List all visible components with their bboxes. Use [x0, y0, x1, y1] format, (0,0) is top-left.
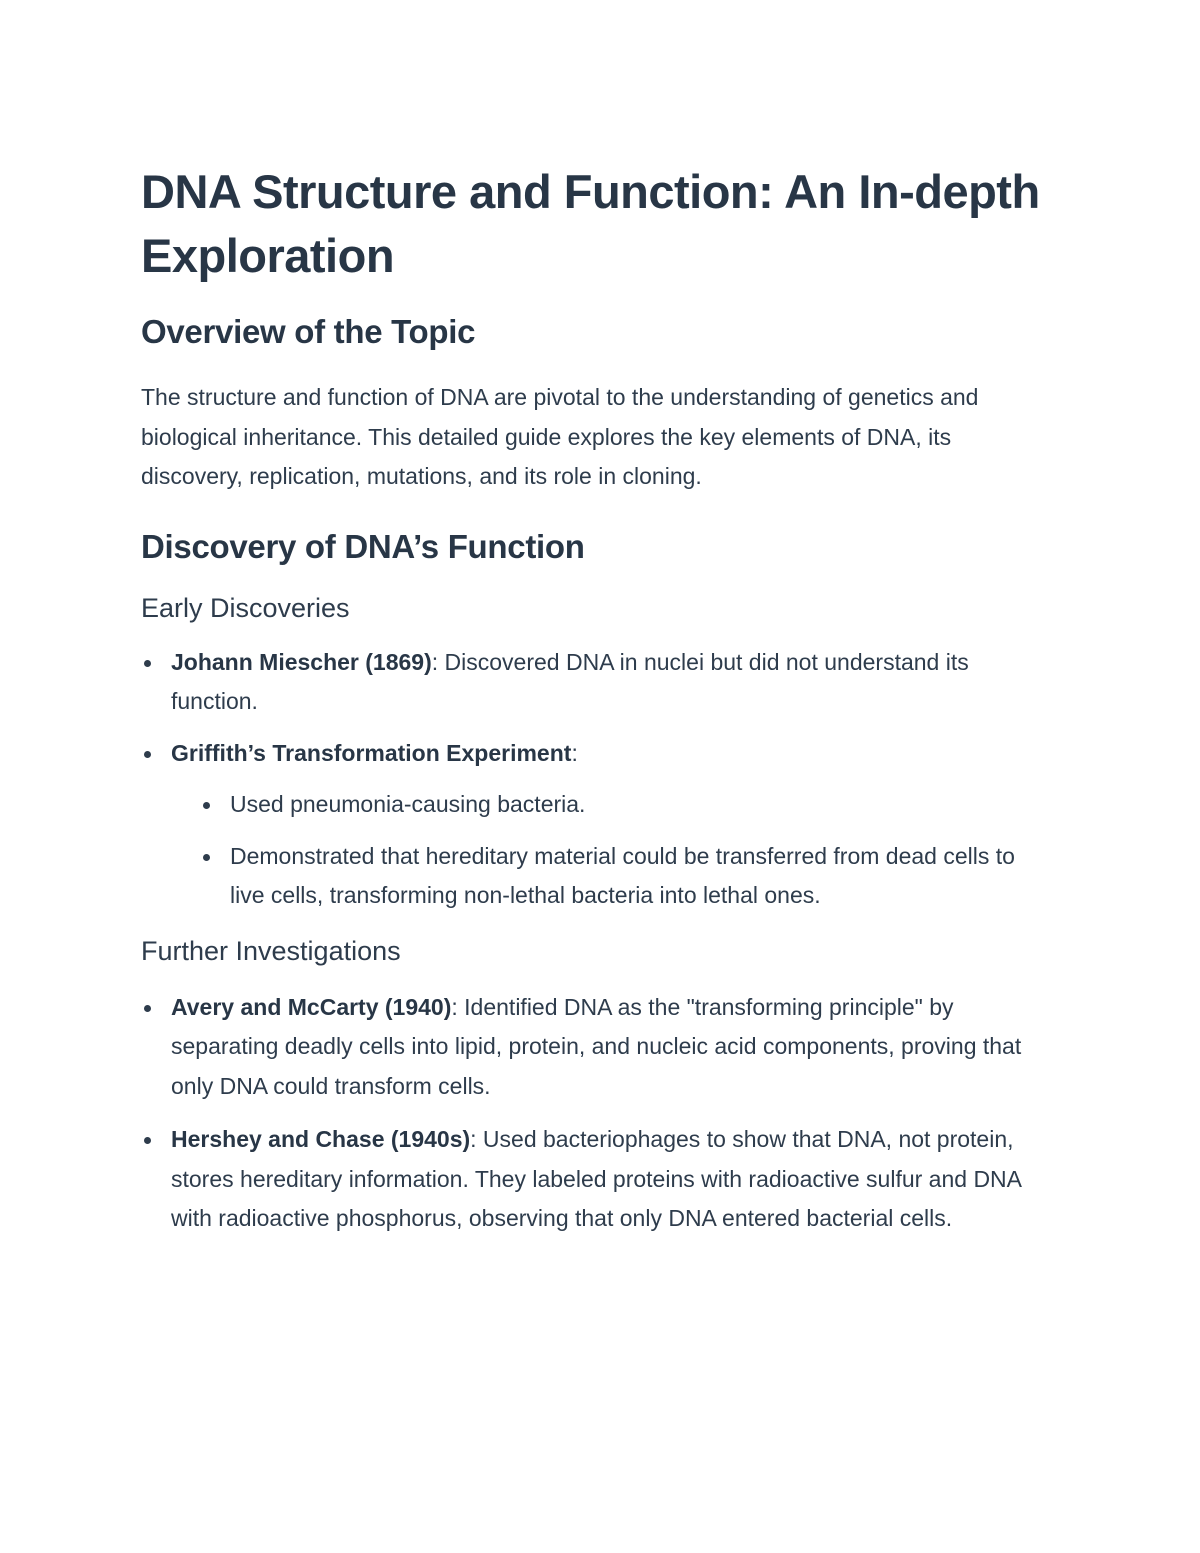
- overview-paragraph: The structure and function of DNA are pivotal to the understanding of genetics and biological inheritance. This detailed guide explores the key elements of DNA, its discovery, replication, mutations, and its role in cloning.: [141, 384, 979, 489]
- list-item: [141, 988, 1050, 1107]
- early-discoveries-heading: Early Discoveries: [141, 592, 350, 623]
- list-item-bold: Johann Miescher (1869): [171, 648, 432, 675]
- sublist-item: [200, 837, 1050, 916]
- bullet-icon: [144, 1137, 151, 1144]
- bullet-icon: [144, 660, 151, 667]
- list-item-text: : Identified DNA as the "transforming principle" by separating deadly cells into lipid, protein, and nucleic acid components, proving that only DNA could transform cells.: [171, 993, 1022, 1099]
- list-item-bold: Hershey and Chase (1940s): [171, 1126, 471, 1152]
- list-item: [141, 734, 1050, 916]
- sublist-item-text: Demonstrated that hereditary material could be transferred from dead cells to live cells, transforming non-lethal bacteria into lethal ones.: [230, 842, 1015, 908]
- early-discoveries-list: [141, 643, 1050, 916]
- further-investigations-heading: Further Investigations: [141, 935, 401, 966]
- overview-heading: Overview of the Topic: [141, 313, 476, 350]
- list-item-text: : Discovered DNA in nuclei but did not understand its function.: [171, 648, 969, 714]
- bullet-icon: [203, 854, 210, 861]
- list-item: [141, 1120, 1050, 1239]
- further-investigations-list: [141, 988, 1050, 1239]
- bullet-icon: [203, 802, 210, 809]
- list-item-text: : Used bacteriophages to show that DNA, not protein, stores hereditary information. They labeled proteins with radioactive sulfur and DNA with radioactive phosphorus, observing that only DNA entered bacterial cells.: [171, 1126, 1021, 1231]
- bullet-icon: [144, 751, 151, 758]
- griffith-sublist: [171, 785, 1050, 916]
- bullet-icon: [144, 1005, 151, 1012]
- list-item-bold: Avery and McCarty (1940): [171, 993, 452, 1020]
- document-title: DNA Structure and Function: An In-depth Exploration: [141, 165, 1040, 282]
- sublist-item: [200, 785, 1050, 825]
- sublist-item-text: Used pneumonia-causing bacteria.: [230, 791, 586, 817]
- list-item-bold: Griffith’s Transformation Experiment: [171, 739, 572, 766]
- discovery-heading: Discovery of DNA’s Function: [141, 527, 585, 565]
- list-item: [141, 643, 1050, 722]
- list-item-text: :: [571, 739, 578, 766]
